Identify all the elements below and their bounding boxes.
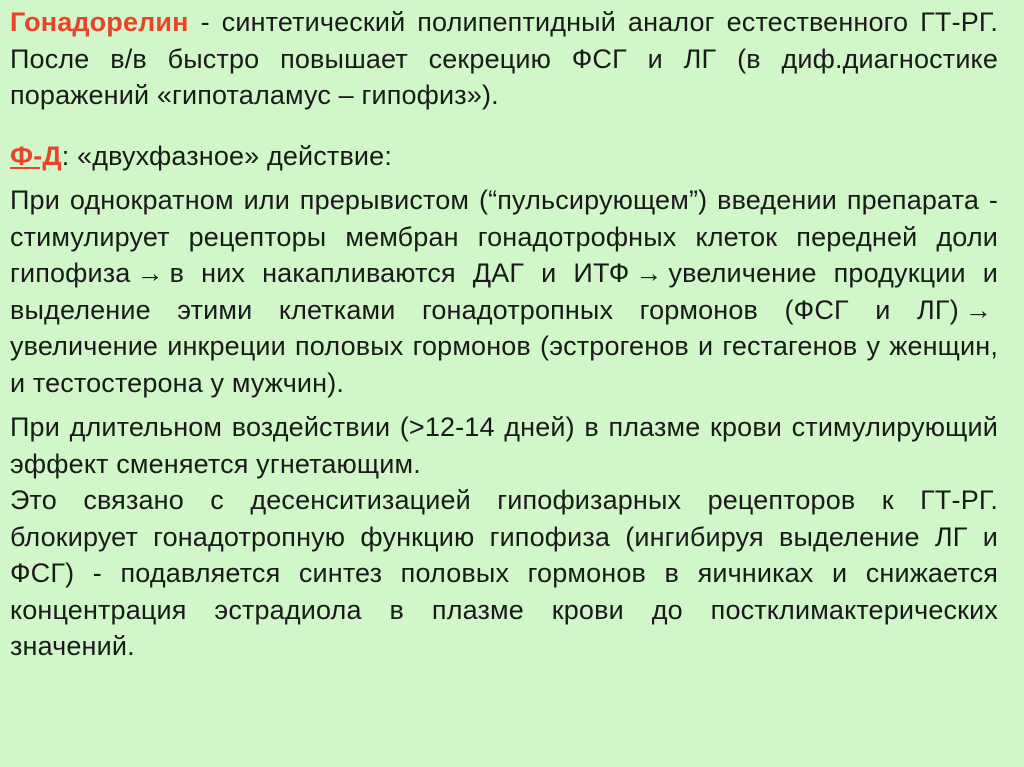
- right-arrow-icon: →: [964, 294, 992, 325]
- desensitization-text: Это связано с десенситизацией гипофизарных рецепторов к ГТ-РГ. блокирует гонадотропную функцию гипофиза (ингибируя выделение ЛГ и ФСГ) - подавляется синтез половых гормонов в яичниках и снижается концентрация эстрадиола в плазме крови до постклимактерических значений.: [10, 485, 998, 661]
- right-arrow-icon: →: [136, 258, 164, 288]
- single-dose-text-4: увеличение инкреции половых гормонов (эстрогенов и гестагенов у женщин, и тестостерона у мужчин).: [10, 331, 998, 398]
- long-term-text: При длительном воздействии (>12-14 дней) в плазме крови стимулирующий эффект сменяется угнетающим.: [10, 412, 998, 479]
- paragraph-desensitization: [10, 482, 998, 665]
- paragraph-pharmacodynamics-heading: [10, 138, 998, 175]
- paragraph-single-dose-effect: [10, 182, 998, 401]
- single-dose-text-2: в них накапливаются ДАГ и ИТФ: [169, 258, 630, 288]
- paragraph-gonadorelin-definition: [10, 4, 998, 114]
- drug-name-term: Гонадорелин: [10, 7, 189, 37]
- pharmacodynamics-term: Ф-Д: [10, 140, 62, 171]
- single-dose-text-1: При однократном или прерывистом (“пульсирующем”) введении препарата - стимулирует рецепторы мембран гонадотрофных клеток передней доли гипофиза: [10, 185, 998, 288]
- definition-text: - синтетический полипептидный аналог естественного ГТ-РГ. После в/в быстро повышает секрецию ФСГ и ЛГ (в диф.диагностике поражений «гипоталамус – гипофиз»).: [10, 7, 998, 110]
- paragraph-long-term-effect: [10, 409, 998, 482]
- single-dose-text-3: увеличение продукции и выделение этими клетками гонадотропных гормонов (ФСГ и ЛГ): [10, 258, 998, 325]
- biphasic-action-text: : «двухфазное» действие:: [61, 140, 392, 171]
- right-arrow-icon: →: [635, 258, 663, 288]
